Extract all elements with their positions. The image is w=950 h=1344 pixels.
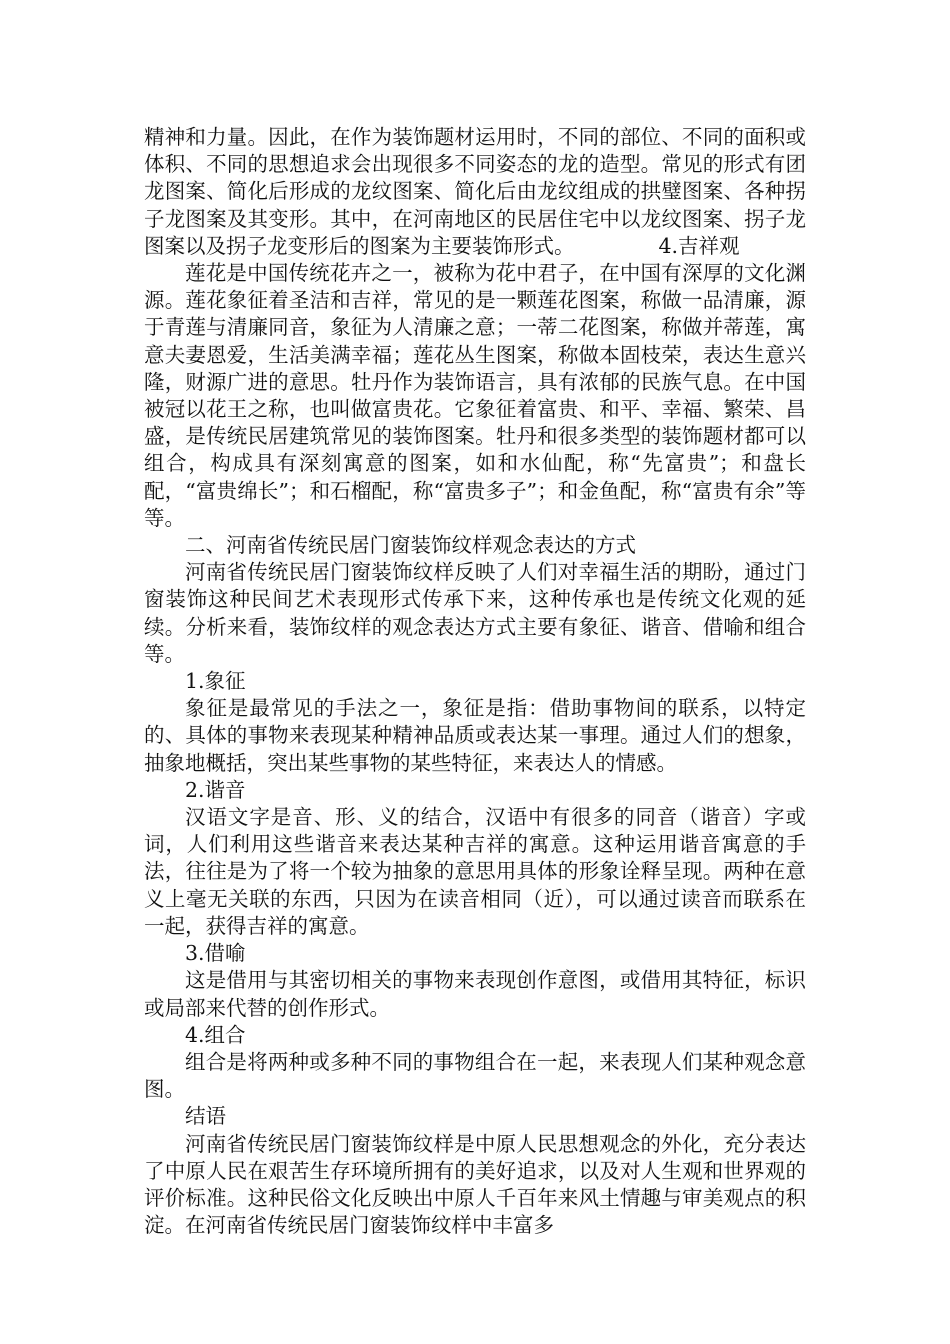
metaphor-paragraph: 这是借用与其密切相关的事物来表现创作意图，或借用其特征，标识或局部来代替的创作形式。: [144, 968, 806, 1020]
auspicious-view-heading: 4.吉祥观: [658, 233, 740, 258]
lotus-peony-paragraph: 莲花是中国传统花卉之一，被称为花中君子，在中国有深厚的文化渊源。莲花象征着圣洁和吉祥，常见的是一颗莲花图案，称做一品清廉，源于青莲与清廉同音，象征为人清廉之意；一蒂二花图案，称做并蒂莲，寓意夫妻恩爱，生活美满幸福；莲花丛生图案，称做本固枝荣，表达生意兴隆，财源广进的意思。牡丹作为装饰语言，具有浓郁的民族气息。在中国被冠以花王之称，也叫做富贵花。它象征着富贵、和平、幸福、繁荣、昌盛，是传统民居建筑常见的装饰图案。牡丹和很多类型的装饰题材都可以组合，构成具有深刻寓意的图案，如和水仙配，称“先富贵”；和盘长配，“富贵绵长”；和石榴配，称“富贵多子”；和金鱼配，称“富贵有余”等等。: [144, 261, 806, 530]
section-two-paragraph: 河南省传统民居门窗装饰纹样反映了人们对幸福生活的期盼，通过门窗装饰这种民间艺术表现形式传承下来，这种传承也是传统文化观的延续。分析来看，装饰纹样的观念表达方式主要有象征、谐音、借喻和组合等。: [144, 560, 806, 666]
conclusion-heading: 结语: [185, 1104, 226, 1129]
section-two-title: 二、河南省传统民居门窗装饰纹样观念表达的方式: [185, 533, 636, 558]
homophone-heading: 2.谐音: [185, 777, 246, 802]
intro-paragraph: [144, 124, 806, 260]
combination-paragraph: 组合是将两种或多种不同的事物组合在一起，来表现人们某种观念意图。: [144, 1049, 806, 1102]
intro-paragraph-text: 精神和力量。因此，在作为装饰题材运用时，不同的部位、不同的面积或体积、不同的思想追求会出现很多不同姿态的龙的造型。常见的形式有团龙图案、简化后形成的龙纹图案、简化后由龙纹组成的拱璧图案、各种拐子龙图案及其变形。其中，在河南地区的民居住宅中以龙纹图案、拐子龙图案以及拐子龙变形后的图案为主要装饰形式。: [144, 125, 806, 258]
combination-heading: 4.组合: [185, 1022, 246, 1047]
symbol-heading: 1.象征: [185, 669, 246, 694]
conclusion-paragraph: 河南省传统民居门窗装饰纹样是中原人民思想观念的外化，充分表达了中原人民在艰苦生存环境所拥有的美好追求，以及对人生观和世界观的评价标准。这种民俗文化反映出中原人千百年来风土情趣与审美观点的积淀。在河南省传统民居门窗装饰纹样中丰富多: [144, 1131, 806, 1238]
document-page: [144, 124, 806, 1239]
symbol-paragraph: 象征是最常见的手法之一，象征是指：借助事物间的联系，以特定的、具体的事物来表现某种精神品质或表达某一事理。通过人们的想象，抽象地概括，突出某些事物的某些特征，来表达人的情感。: [144, 696, 806, 775]
homophone-paragraph: 汉语文字是音、形、义的结合，汉语中有很多的同音（谐音）字或词，人们利用这些谐音来表达某种吉祥的寓意。这种运用谐音寓意的手法，往往是为了将一个较为抽象的意思用具体的形象诠释呈现。两种在意义上毫无关联的东西，只因为在读音相同（近），可以通过读音而联系在一起，获得吉祥的寓意。: [144, 805, 806, 938]
metaphor-heading: 3.借喻: [185, 941, 246, 966]
